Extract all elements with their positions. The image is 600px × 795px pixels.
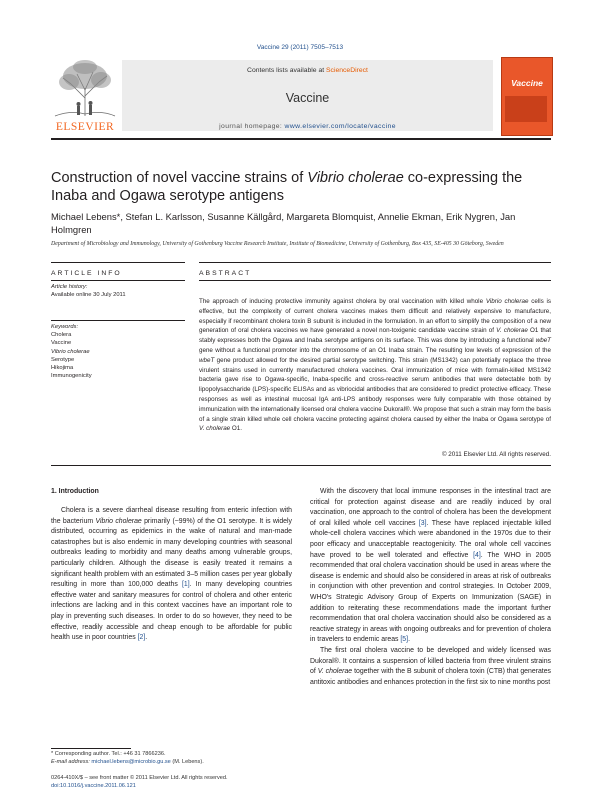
keywords-rule <box>51 320 185 321</box>
keyword: Immunogenicity <box>51 373 92 380</box>
paragraph: Cholera is a severe diarrheal disease resulting from enteric infection with the bacterium Vibrio cholerae primarily (~99%) of the O1 serotype. It is widely distributed, occurring as epidemics in the wake of natural and man-made catastrophes but is also endemic in many developing countries with seasonal outbreaks leading to morbidity and many deaths among vulnerable groups, particularly children. Although the disease is easily treated it remains a significant health problem with an estimated 3–5 million cases per year globally resulting in more than 100,000 deaths [1]. In many developing countries effective water and sanitary measures for control of cholera and other enteric infections are lacking and in this context vaccines have an important role to play in preventing such diseases. In order to do so however, they need to be effective, readily accessible and cheap enough to be affordable for public health use in poor countries [2]. <box>51 507 292 642</box>
publisher-wordmark: ELSEVIER <box>55 121 115 133</box>
abstract-end-rule <box>51 465 551 466</box>
cover-title: Vaccine <box>511 78 543 88</box>
article-history: Article history: Available online 30 July 2011 <box>51 284 126 299</box>
keyword: Serotype <box>51 356 75 363</box>
article-info-heading: ARTICLE INFO <box>51 270 122 277</box>
cover-image-strip <box>505 96 547 122</box>
body-column-right <box>310 487 551 688</box>
email-link[interactable]: michael.lebens@microbio.gu.se <box>91 759 171 765</box>
reference-link[interactable]: [2] <box>137 634 146 642</box>
reference-link[interactable]: [3] <box>418 519 427 527</box>
paragraph: The first oral cholera vaccine to be developed and widely licensed was Dukoral®. It contains a suspension of killed bacteria from three virulent strains of V. cholerae together with the B subunit of cholera toxin (CTB) that generates antitoxic antibodies and enhances protection in the first six to nine months post <box>310 646 551 686</box>
abstract-heading: ABSTRACT <box>199 270 252 277</box>
keyword: Vaccine <box>51 340 72 347</box>
article-info-subrule <box>51 280 185 281</box>
email-note: E-mail address: michael.lebens@microbio.gu.se (M. Lebens). <box>51 759 204 765</box>
author-list: Michael Lebens*, Stefan L. Karlsson, Susanne Källgård, Margareta Blomquist, Annelie Ekman, Erik Nygren, Jan Holmgren <box>51 211 516 235</box>
keyword: Cholera <box>51 332 72 339</box>
contents-available-line: Contents lists available at ScienceDirect <box>247 67 368 74</box>
article-title: Construction of novel vaccine strains of Vibrio cholerae co-expressing the Inaba and Ogawa serotype antigens <box>51 170 523 204</box>
footnotes <box>51 750 311 766</box>
reference-link[interactable]: [5] <box>400 636 409 644</box>
abstract-subrule <box>199 280 551 281</box>
keyword: Hikojima <box>51 365 74 372</box>
journal-title: Vaccine <box>285 91 330 105</box>
body-column-left <box>51 506 292 644</box>
journal-citation: Vaccine 29 (2011) 7505–7513 <box>256 44 344 51</box>
keywords-list: Keywords: Cholera Vaccine Vibrio cholerae Serotype Hikojima Immunogenicity <box>51 323 185 380</box>
header-divider <box>51 138 551 140</box>
author-affiliation: Department of Microbiology and Immunology, University of Gothenburg Vaccine Research Institute, Institute of Biomedicine, University of Gothenburg, Box 435, SE-405 30 Göteborg, Sweden <box>51 241 504 247</box>
corresponding-author-note: * Corresponding author. Tel.: +46 31 7866236. <box>51 751 166 757</box>
reference-link[interactable]: [4] <box>473 551 481 559</box>
footnote-rule <box>51 748 131 749</box>
issn-line: 0264-410X/$ – see front matter © 2011 Elsevier Ltd. All rights reserved. <box>51 775 228 781</box>
section-heading-introduction: 1. Introduction <box>51 488 99 495</box>
doi-link[interactable]: doi:10.1016/j.vaccine.2011.06.121 <box>51 783 136 789</box>
abstract-text: The approach of inducing protective immunity against cholera by oral vaccination with killed whole Vibrio cholerae cells is effective, but the complexity of current cholera vaccines makes them difficult and relatively expensive to manufacture, especially if recombinant cholera toxin B subunit is included in the formulation. In an effort to simplify the composition of a new generation of oral cholera vaccines we have generated a novel non-toxigenic candidate vaccine strain of V. cholerae O1 that stably expresses both the Ogawa and Inaba serotype antigens on its surface. This was done by introducing a functional wbeT gene without a functional promoter into the chromosome of an O1 Inaba strain. The resulting low levels of expression of the wbeT gene product allowed for the desired partial serotype switching. This strain (MS1342) can potentially replace the three virulent strains used in currently manufactured cholera vaccines. Oral immunization of mice with formalin-killed MS1342 bacteria gave rise to Ogawa-specific, Inaba-specific and cross-reactive serum antibodies that were detectable both by lipopolysaccharide (LPS)-specific ELISAs and as vibriocidal antibodies that are considered to predict protective efficacy. These responses as well as intestinal mucosal IgA anti-LPS antibody responses were fully comparable with those obtained by immunization with the internationally licensed oral cholera vaccine Dukoral®. We propose that such a strain may form the basis of a single strain killed whole cell cholera vaccine protecting against cholera caused by either the Inaba or Ogawa serotype of V. cholerae O1. <box>199 298 551 433</box>
abstract-copyright: © 2011 Elsevier Ltd. All rights reserved. <box>441 451 551 458</box>
paragraph: With the discovery that local immune responses in the intestinal tract are critical for protection against disease and are readily induced by oral vaccination, one approach to the control of cholera has been the development of oral killed whole cell vaccines [3]. These have replaced injectable killed whole-cell cholera vaccines which were abandoned in the 1970s due to their poor efficacy and unacceptable reactogenicity. The oral whole cell vaccines have proved to be well tolerated and effective [4]. The WHO in 2005 recommended that oral cholera vaccination should be used in areas where the disease is endemic and should also be considered in areas at risk of outbreaks in conjunction with other prevention and control strategies. In October 2009, WHO's Strategic Advisory Group of Experts on Immunization (SAGE) in addition to reiterating these recommendations made the important further recommendation that oral cholera vaccination should also be considered as a reactive strategy in areas with ongoing outbreaks and for prevention of cholera in travelers to endemic areas [5]. <box>310 488 551 644</box>
article-identifiers <box>51 774 351 790</box>
journal-homepage-link[interactable]: www.elsevier.com/locate/vaccine <box>284 123 396 130</box>
abstract-rule <box>199 262 551 263</box>
keyword: Vibrio cholerae <box>51 348 90 355</box>
reference-link[interactable]: [1] <box>181 581 190 589</box>
journal-homepage-line: journal homepage: www.elsevier.com/locate/vaccine <box>219 123 396 130</box>
article-info-rule <box>51 262 185 263</box>
sciencedirect-link[interactable]: ScienceDirect <box>326 67 368 74</box>
